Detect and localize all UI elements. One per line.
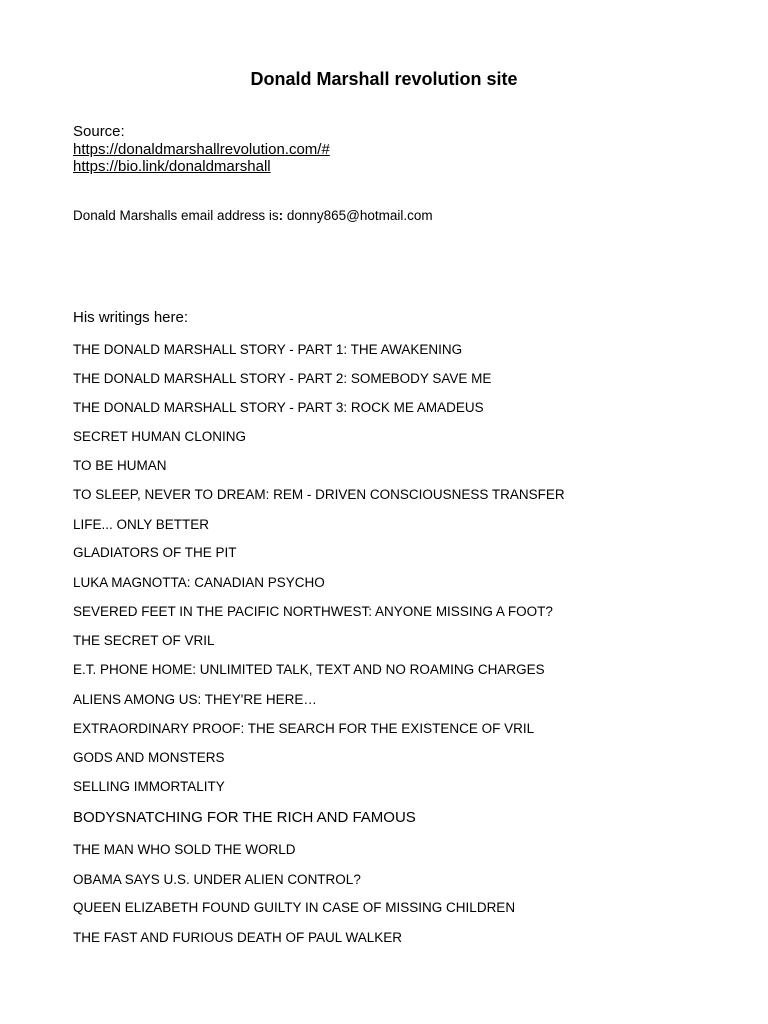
writing-item: THE MAN WHO SOLD THE WORLD xyxy=(73,842,296,857)
writing-item: LIFE... ONLY BETTER xyxy=(73,517,210,532)
writing-item: THE FAST AND FURIOUS DEATH OF PAUL WALKER xyxy=(73,930,403,945)
writing-item: GLADIATORS OF THE PIT xyxy=(73,545,237,560)
source-block xyxy=(73,123,330,176)
writing-item: OBAMA SAYS U.S. UNDER ALIEN CONTROL? xyxy=(73,872,361,887)
email-address: donny865@hotmail.com xyxy=(283,208,433,223)
writing-item: ALIENS AMONG US: THEY'RE HERE… xyxy=(73,692,317,707)
writing-item: EXTRAORDINARY PROOF: THE SEARCH FOR THE EXISTENCE OF VRIL xyxy=(73,721,535,736)
writing-item: THE SECRET OF VRIL xyxy=(73,633,215,648)
writing-item: BODYSNATCHING FOR THE RICH AND FAMOUS xyxy=(73,809,416,826)
writing-item: THE DONALD MARSHALL STORY - PART 1: THE AWAKENING xyxy=(73,342,463,357)
writing-item: SELLING IMMORTALITY xyxy=(73,779,225,794)
writing-item: E.T. PHONE HOME: UNLIMITED TALK, TEXT AND NO ROAMING CHARGES xyxy=(73,662,545,677)
writing-item: TO SLEEP, NEVER TO DREAM: REM - DRIVEN CONSCIOUSNESS TRANSFER xyxy=(73,487,565,502)
writings-heading: His writings here: xyxy=(73,309,189,326)
source-link-revolution-site[interactable]: https://donaldmarshallrevolution.com/# xyxy=(73,140,330,158)
writing-item: SECRET HUMAN CLONING xyxy=(73,429,247,444)
writing-item: THE DONALD MARSHALL STORY - PART 2: SOMEBODY SAVE ME xyxy=(73,371,492,386)
writing-item: TO BE HUMAN xyxy=(73,458,167,473)
email-colon: : xyxy=(278,208,284,223)
writing-item: LUKA MAGNOTTA: CANADIAN PSYCHO xyxy=(73,575,325,590)
writing-item: GODS AND MONSTERS xyxy=(73,750,225,765)
writing-item: THE DONALD MARSHALL STORY - PART 3: ROCK ME AMADEUS xyxy=(73,400,484,415)
email-label: Donald Marshalls email address is xyxy=(73,208,279,223)
email-line xyxy=(73,207,433,225)
source-link-bio-link[interactable]: https://bio.link/donaldmarshall xyxy=(73,158,271,175)
source-label: Source: xyxy=(73,123,125,140)
writing-item: SEVERED FEET IN THE PACIFIC NORTHWEST: ANYONE MISSING A FOOT? xyxy=(73,604,553,619)
writing-item: QUEEN ELIZABETH FOUND GUILTY IN CASE OF MISSING CHILDREN xyxy=(73,900,516,915)
document-title: Donald Marshall revolution site xyxy=(250,69,518,89)
